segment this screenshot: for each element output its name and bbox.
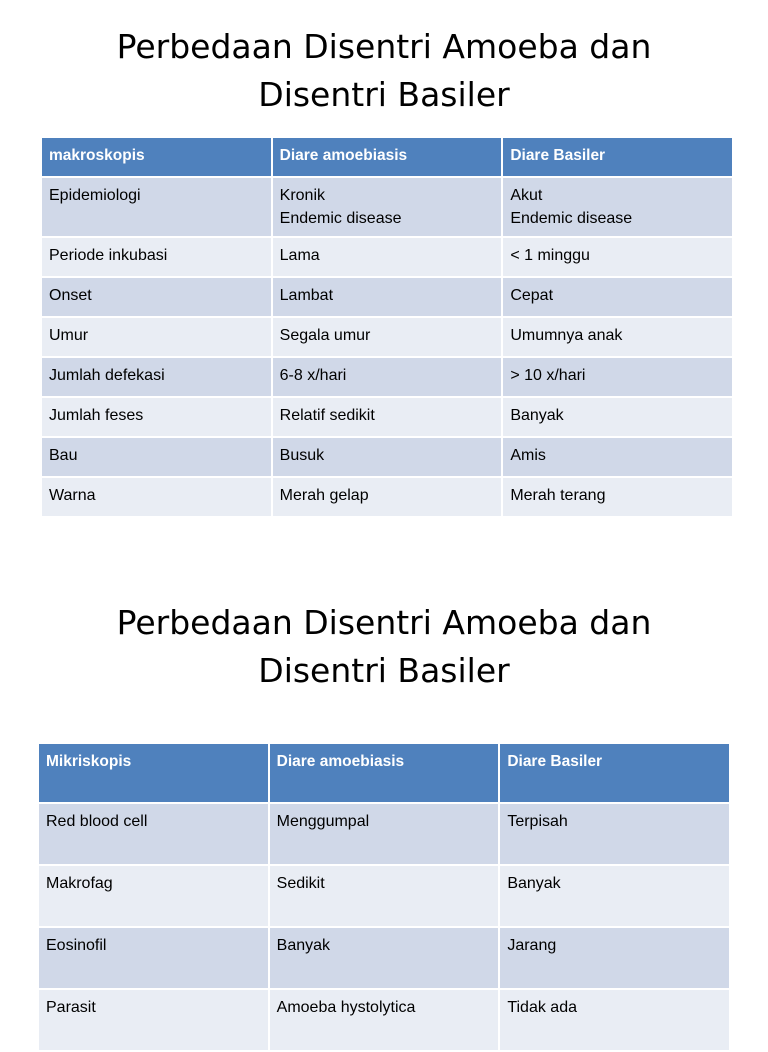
table-body	[42, 178, 732, 516]
row-label-cell: Warna	[42, 478, 271, 516]
cell-text: Lambat	[279, 287, 334, 304]
row-label-cell: Eosinofil	[39, 928, 268, 988]
table-header-row	[42, 138, 732, 176]
title-line-2: Disentri Basiler	[258, 75, 510, 114]
row-label-cell: Onset	[42, 278, 271, 316]
header-cell: Mikriskopis	[39, 744, 268, 802]
cell-text: Banyak	[507, 875, 561, 892]
cell-text: < 1 minggu	[510, 247, 590, 264]
cell-text: Cepat	[510, 287, 554, 304]
table-row	[42, 358, 732, 396]
basiler-cell	[503, 478, 732, 516]
basiler-cell	[503, 398, 732, 436]
table-row	[39, 866, 729, 926]
cell-text: Amoeba hystolytica	[276, 999, 416, 1016]
amoebiasis-cell	[273, 438, 502, 476]
cell-text: Umumnya anak	[510, 327, 623, 344]
amoebiasis-cell	[273, 398, 502, 436]
row-label-cell: Red blood cell	[39, 804, 268, 864]
cell-text: Relatif sedikit	[279, 407, 375, 424]
cell-text: Banyak	[276, 937, 331, 954]
header-cell: Diare amoebiasis	[270, 744, 499, 802]
cell-text: Sedikit	[276, 875, 325, 892]
basiler-cell	[503, 278, 732, 316]
row-label-cell: Jumlah defekasi	[42, 358, 271, 396]
amoebiasis-cell	[273, 278, 502, 316]
amoebiasis-cell	[273, 238, 502, 276]
amoebiasis-cell	[273, 178, 502, 236]
row-label-cell: Periode inkubasi	[42, 238, 271, 276]
table-row	[42, 178, 732, 236]
amoebiasis-cell	[273, 318, 502, 356]
cell-text: Terpisah	[507, 813, 568, 830]
comparison-table-makroskopis	[40, 136, 734, 518]
basiler-cell	[503, 438, 732, 476]
header-cell: Diare Basiler	[500, 744, 729, 802]
row-label-cell: Epidemiologi	[42, 178, 271, 236]
table-row	[39, 928, 729, 988]
cell-text: Amis	[510, 447, 546, 464]
cell-text: Segala umur	[279, 327, 371, 344]
row-label-cell: Jumlah feses	[42, 398, 271, 436]
cell-text: Lama	[279, 247, 320, 264]
amoebiasis-cell	[270, 804, 499, 864]
amoebiasis-cell	[270, 866, 499, 926]
table-row	[42, 318, 732, 356]
header-cell: Diare amoebiasis	[273, 138, 502, 176]
title-line-1: Perbedaan Disentri Amoeba dan	[116, 603, 652, 642]
amoebiasis-cell	[273, 478, 502, 516]
row-label-cell: Umur	[42, 318, 271, 356]
basiler-cell	[503, 178, 732, 236]
table-row	[42, 398, 732, 436]
basiler-cell	[503, 358, 732, 396]
cell-text: > 10 x/hari	[510, 367, 586, 384]
table-row	[39, 990, 729, 1050]
cell-text: Busuk	[279, 447, 325, 464]
cell-text: Kronik	[279, 187, 326, 204]
slide-mikroskopis	[0, 576, 768, 1024]
table-row	[39, 804, 729, 864]
table-row	[42, 278, 732, 316]
amoebiasis-cell	[270, 990, 499, 1050]
table-row	[42, 478, 732, 516]
basiler-cell	[500, 928, 729, 988]
header-cell: makroskopis	[42, 138, 271, 176]
cell-text: Akut	[510, 187, 543, 204]
comparison-table-mikroskopis	[37, 742, 731, 1052]
cell-text: Endemic disease	[279, 210, 402, 227]
cell-text: Endemic disease	[510, 210, 633, 227]
basiler-cell	[503, 238, 732, 276]
table-row	[42, 438, 732, 476]
cell-text: Banyak	[510, 407, 564, 424]
amoebiasis-cell	[270, 928, 499, 988]
slide-title	[0, 599, 768, 695]
row-label-cell: Bau	[42, 438, 271, 476]
row-label-cell: Makrofag	[39, 866, 268, 926]
row-label-cell: Parasit	[39, 990, 268, 1050]
basiler-cell	[500, 990, 729, 1050]
basiler-cell	[503, 318, 732, 356]
table-row	[42, 238, 732, 276]
cell-text: Menggumpal	[276, 813, 370, 830]
cell-text: Tidak ada	[507, 999, 577, 1016]
title-line-2: Disentri Basiler	[258, 651, 510, 690]
basiler-cell	[500, 804, 729, 864]
table-header-row	[39, 744, 729, 802]
cell-text: Merah gelap	[279, 487, 369, 504]
cell-text: Merah terang	[510, 487, 606, 504]
table-body	[39, 804, 729, 1050]
cell-text: 6-8 x/hari	[279, 367, 347, 384]
header-cell: Diare Basiler	[503, 138, 732, 176]
slide-title	[0, 23, 768, 119]
cell-text: Jarang	[507, 937, 557, 954]
title-line-1: Perbedaan Disentri Amoeba dan	[116, 27, 652, 66]
amoebiasis-cell	[273, 358, 502, 396]
basiler-cell	[500, 866, 729, 926]
